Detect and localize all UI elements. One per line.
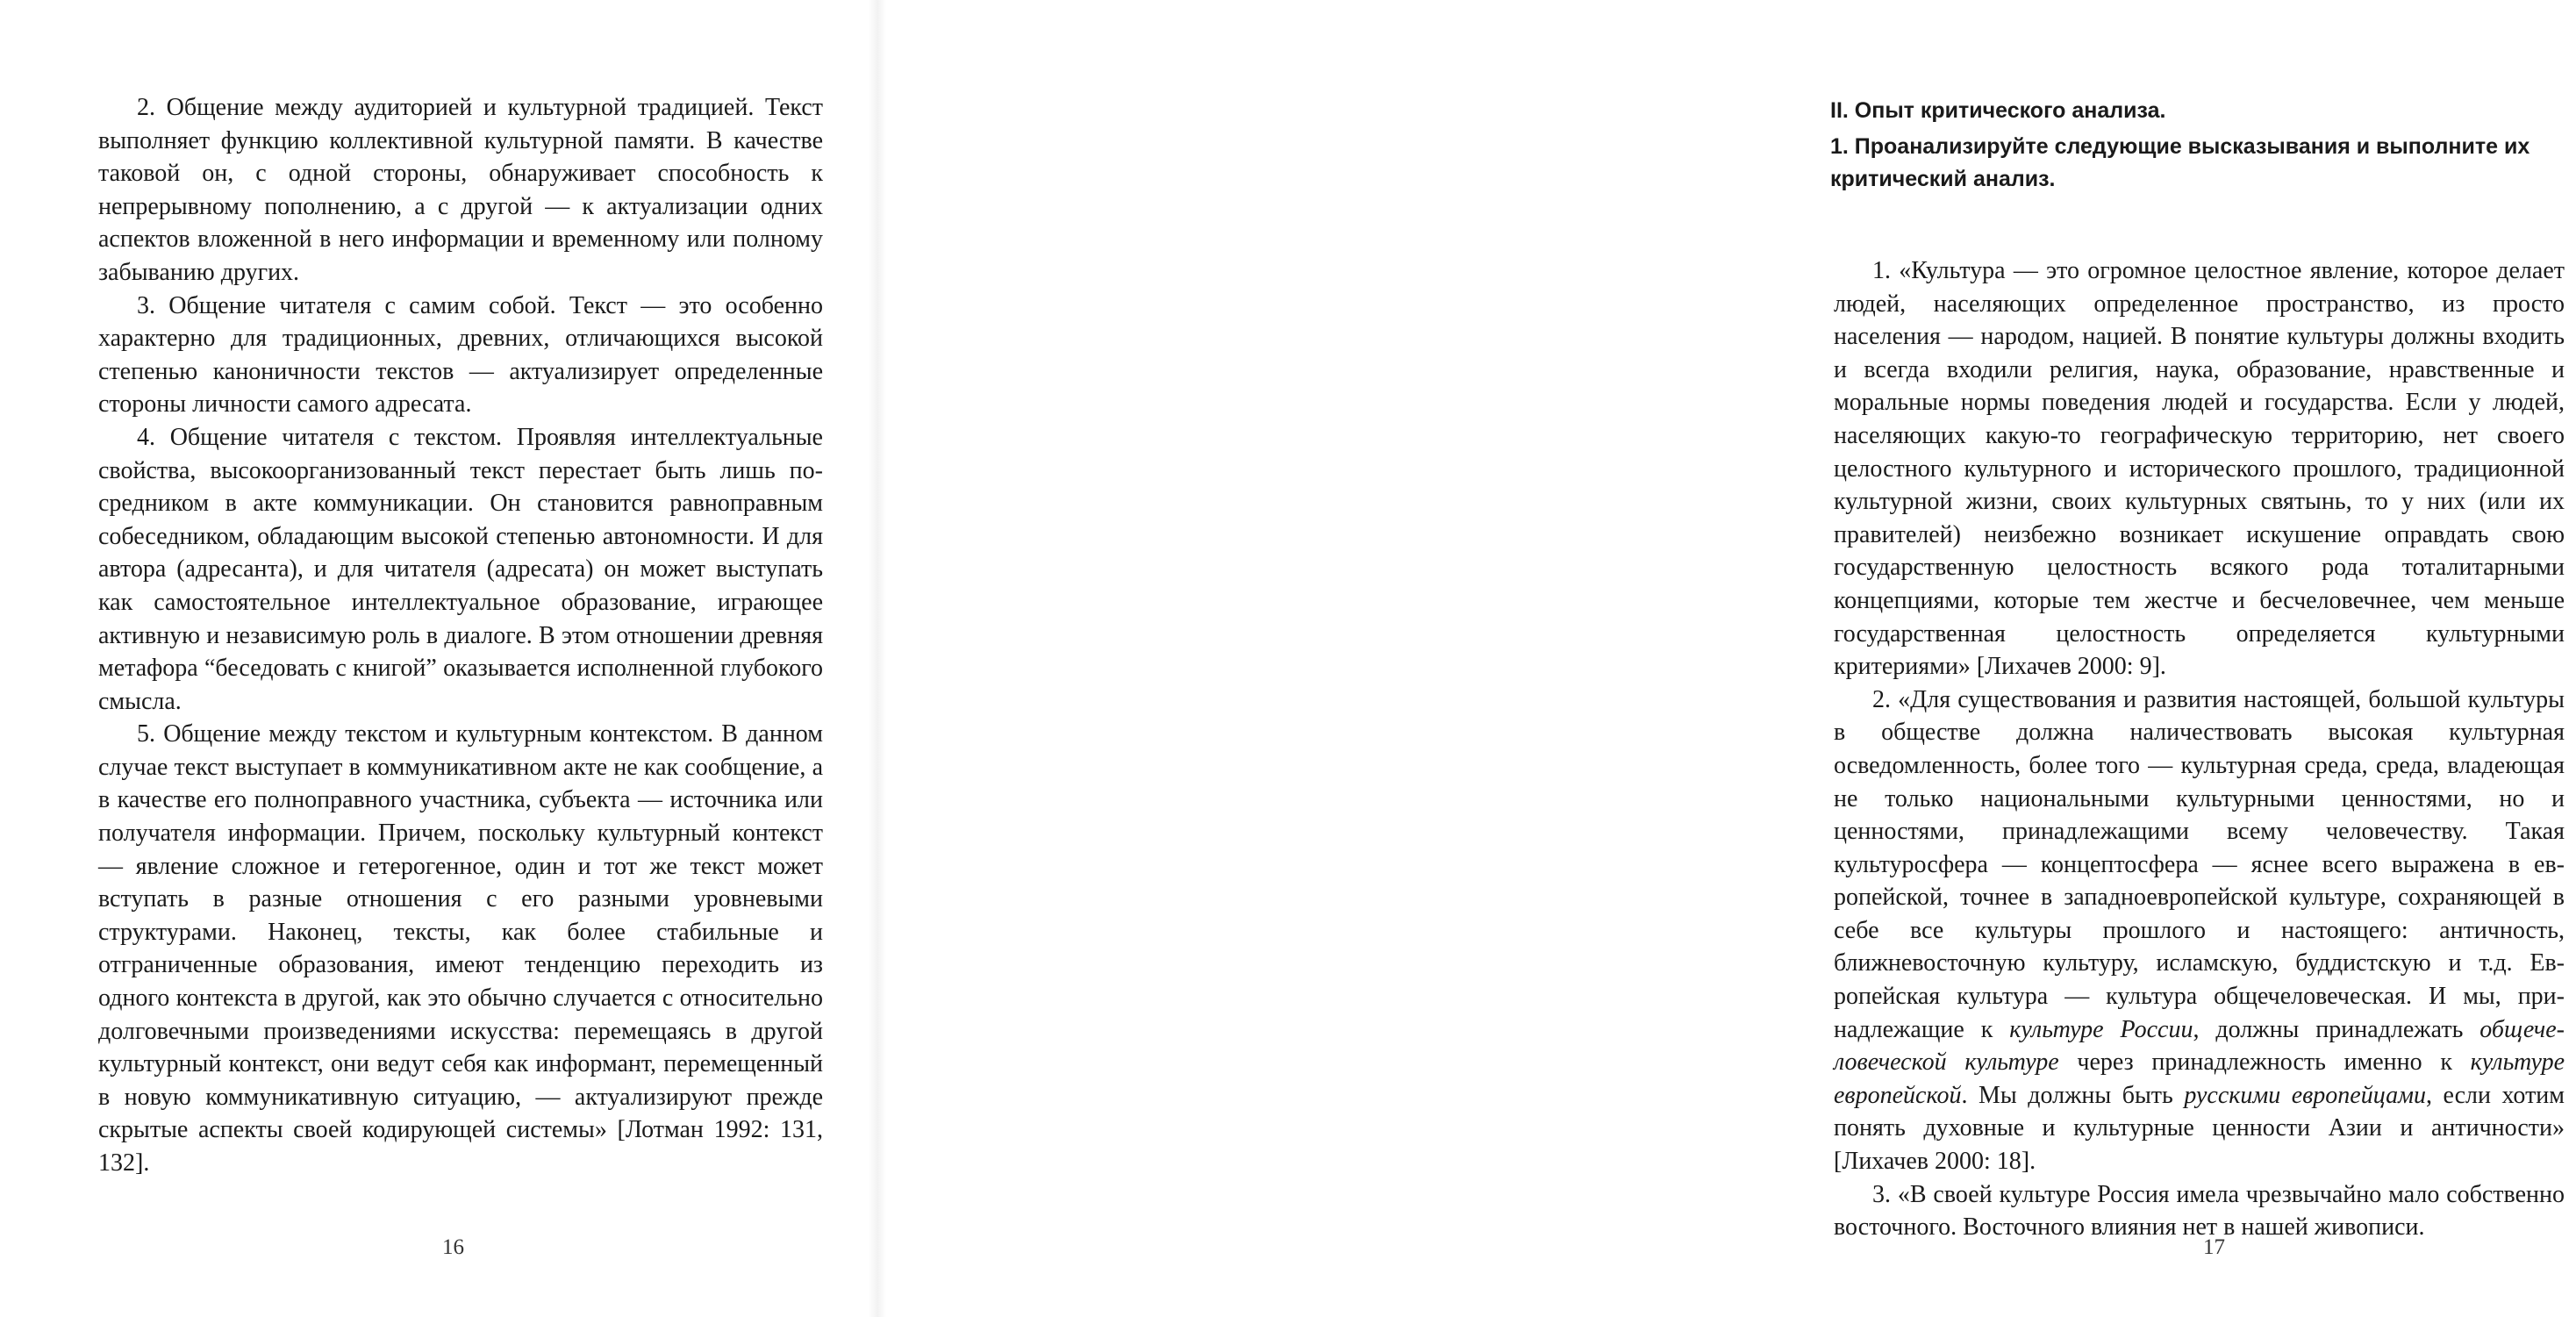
quote-2-italic-3: культуре европейской — [1834, 1049, 2565, 1109]
quote-2-text-5: , если хотим понять духовные и культурные ценности Азии и античности» [Лихачев 2000: 18]. — [1834, 1081, 2565, 1176]
quote-2-italic-1: культуре России — [2009, 1015, 2193, 1043]
quote-2-text-3: через принадлежность именно к — [2058, 1049, 2471, 1077]
quote-2 — [1834, 684, 2565, 1178]
paragraph-4: 4. Общение читателя с текстом. Проявляя интеллектуальные свойства, высокоорганизованный текст перестает быть лишь посредником в акте коммуникации. Он становится равноправным собеседником, обладающим высокой степенью автономности. И для автора (адресанта), и для читателя (адресата) он может выступать как самостоятельное интеллектуальное образование, играющее активную и независимую роль в диалоге. В этом отношении древняя метафора “беседовать с книгой” оказывается исполненной глубокого смысла. — [98, 423, 823, 715]
left-page-body — [98, 91, 823, 1180]
section-heading: II. Опыт критического анализа. — [1830, 98, 2166, 123]
quote-2-italic-2: общечеловеческой культуре — [1834, 1015, 2565, 1077]
left-page — [0, 0, 877, 1317]
quote-3: 3. «В своей культуре Россия имела чрезвычайно мало собственно восточного. Восточного влияния нет в нашей живописи. — [1834, 1180, 2565, 1242]
right-page-body — [1834, 254, 2565, 1244]
paragraph-2: 2. Общение между аудиторией и культурной традицией. Текст выполняет функцию коллективной культурной памяти. В качестве таковой он, с одной стороны, обнаруживает способность к непрерывному пополнению, а с другой — к актуализации одних аспектов вложенной в него информации и временному или полному забыванию других. — [98, 94, 823, 286]
right-page-headings — [1830, 95, 2576, 196]
quote-2-text-4: . Мы должны быть — [1961, 1081, 2185, 1109]
quote-2-text-1: 2. «Для существования и развития настоящей, большой культуры в обществе должна наличествовать высокая культурная осведомленность, более того — культурная среда, среда, владеющая не только национальными культурными ценностями, но и ценностями, принадлежащими всему человечеству. Такая культуросфера — концептосфера — яснее всего выражена в европейской, точнее в западноевропейской культуре, сохраняющей в себе все культуры прошлого и настоящего: античность, ближневосточную культуру, исламскую, буддистскую и т.д. Европейская культура — культура общечеловеческая. И мы, принадлежащие к — [1834, 685, 2565, 1043]
quote-2-italic-4: русскими европейцами — [2184, 1081, 2426, 1109]
quote-1: 1. «Культура — это огромное целостное явление, которое делает людей, населяющих определенное пространство, из просто населения — народом, нацией. В понятие культуры должны входить и всегда входили религия, наука, образование, нравственные и моральные нормы поведения людей и государства. Если у людей, населяющих какую-то географическую территорию, нет своего целостного культурного и исторического прошлого, традиционной культурной жизни, своих культурных святынь, то у них (или их правителей) неизбежно возникает искушение оправдать свою государственную целостность всякого рода тоталитарными концепциями, которые тем жестче и бесчеловечнее, чем меньше государственная целостность определяется культурными критериями» [Лихачев 2000: 9]. — [1834, 257, 2565, 681]
page-number-left: 16 — [442, 1235, 464, 1259]
quote-2-text-2: , должны принадлежать — [2193, 1015, 2480, 1043]
paragraph-3: 3. Общение читателя с самим собой. Текст — это особенно характерно для традиционных, древних, отличающихся высокой степенью каноничности текстов — актуализирует определенные стороны личности самого адресата. — [98, 291, 823, 419]
right-page — [877, 0, 2565, 1317]
task-heading: 1. Проанализируйте следующие высказывания и выполните их критический анализ. — [1830, 134, 2530, 191]
paragraph-5: 5. Общение между текстом и культурным контекстом. В данном случае текст выступает в коммуникативном акте не как сообщение, а в качестве его полноправного участника, субъекта — источника или получателя информации. Причем, поскольку культурный контекст — явление сложное и гетерогенное, один и тот же текст может вступать в разные отношения с его разными уровневыми структурами. Наконец, тексты, как более стабильные и отграниченные образования, имеют тенденцию переходить из одного контекста в другой, как это обычно случается с относительно долговечными произведениями искусства: перемещаясь в другой культурный контекст, они ведут себя как информант, перемещенный в новую коммуникативную ситуацию, — актуализируют прежде скрытые аспекты своей кодирующей системы» [Лотман 1992: 131, 132]. — [98, 720, 823, 1177]
page-number-right: 17 — [2203, 1235, 2225, 1259]
